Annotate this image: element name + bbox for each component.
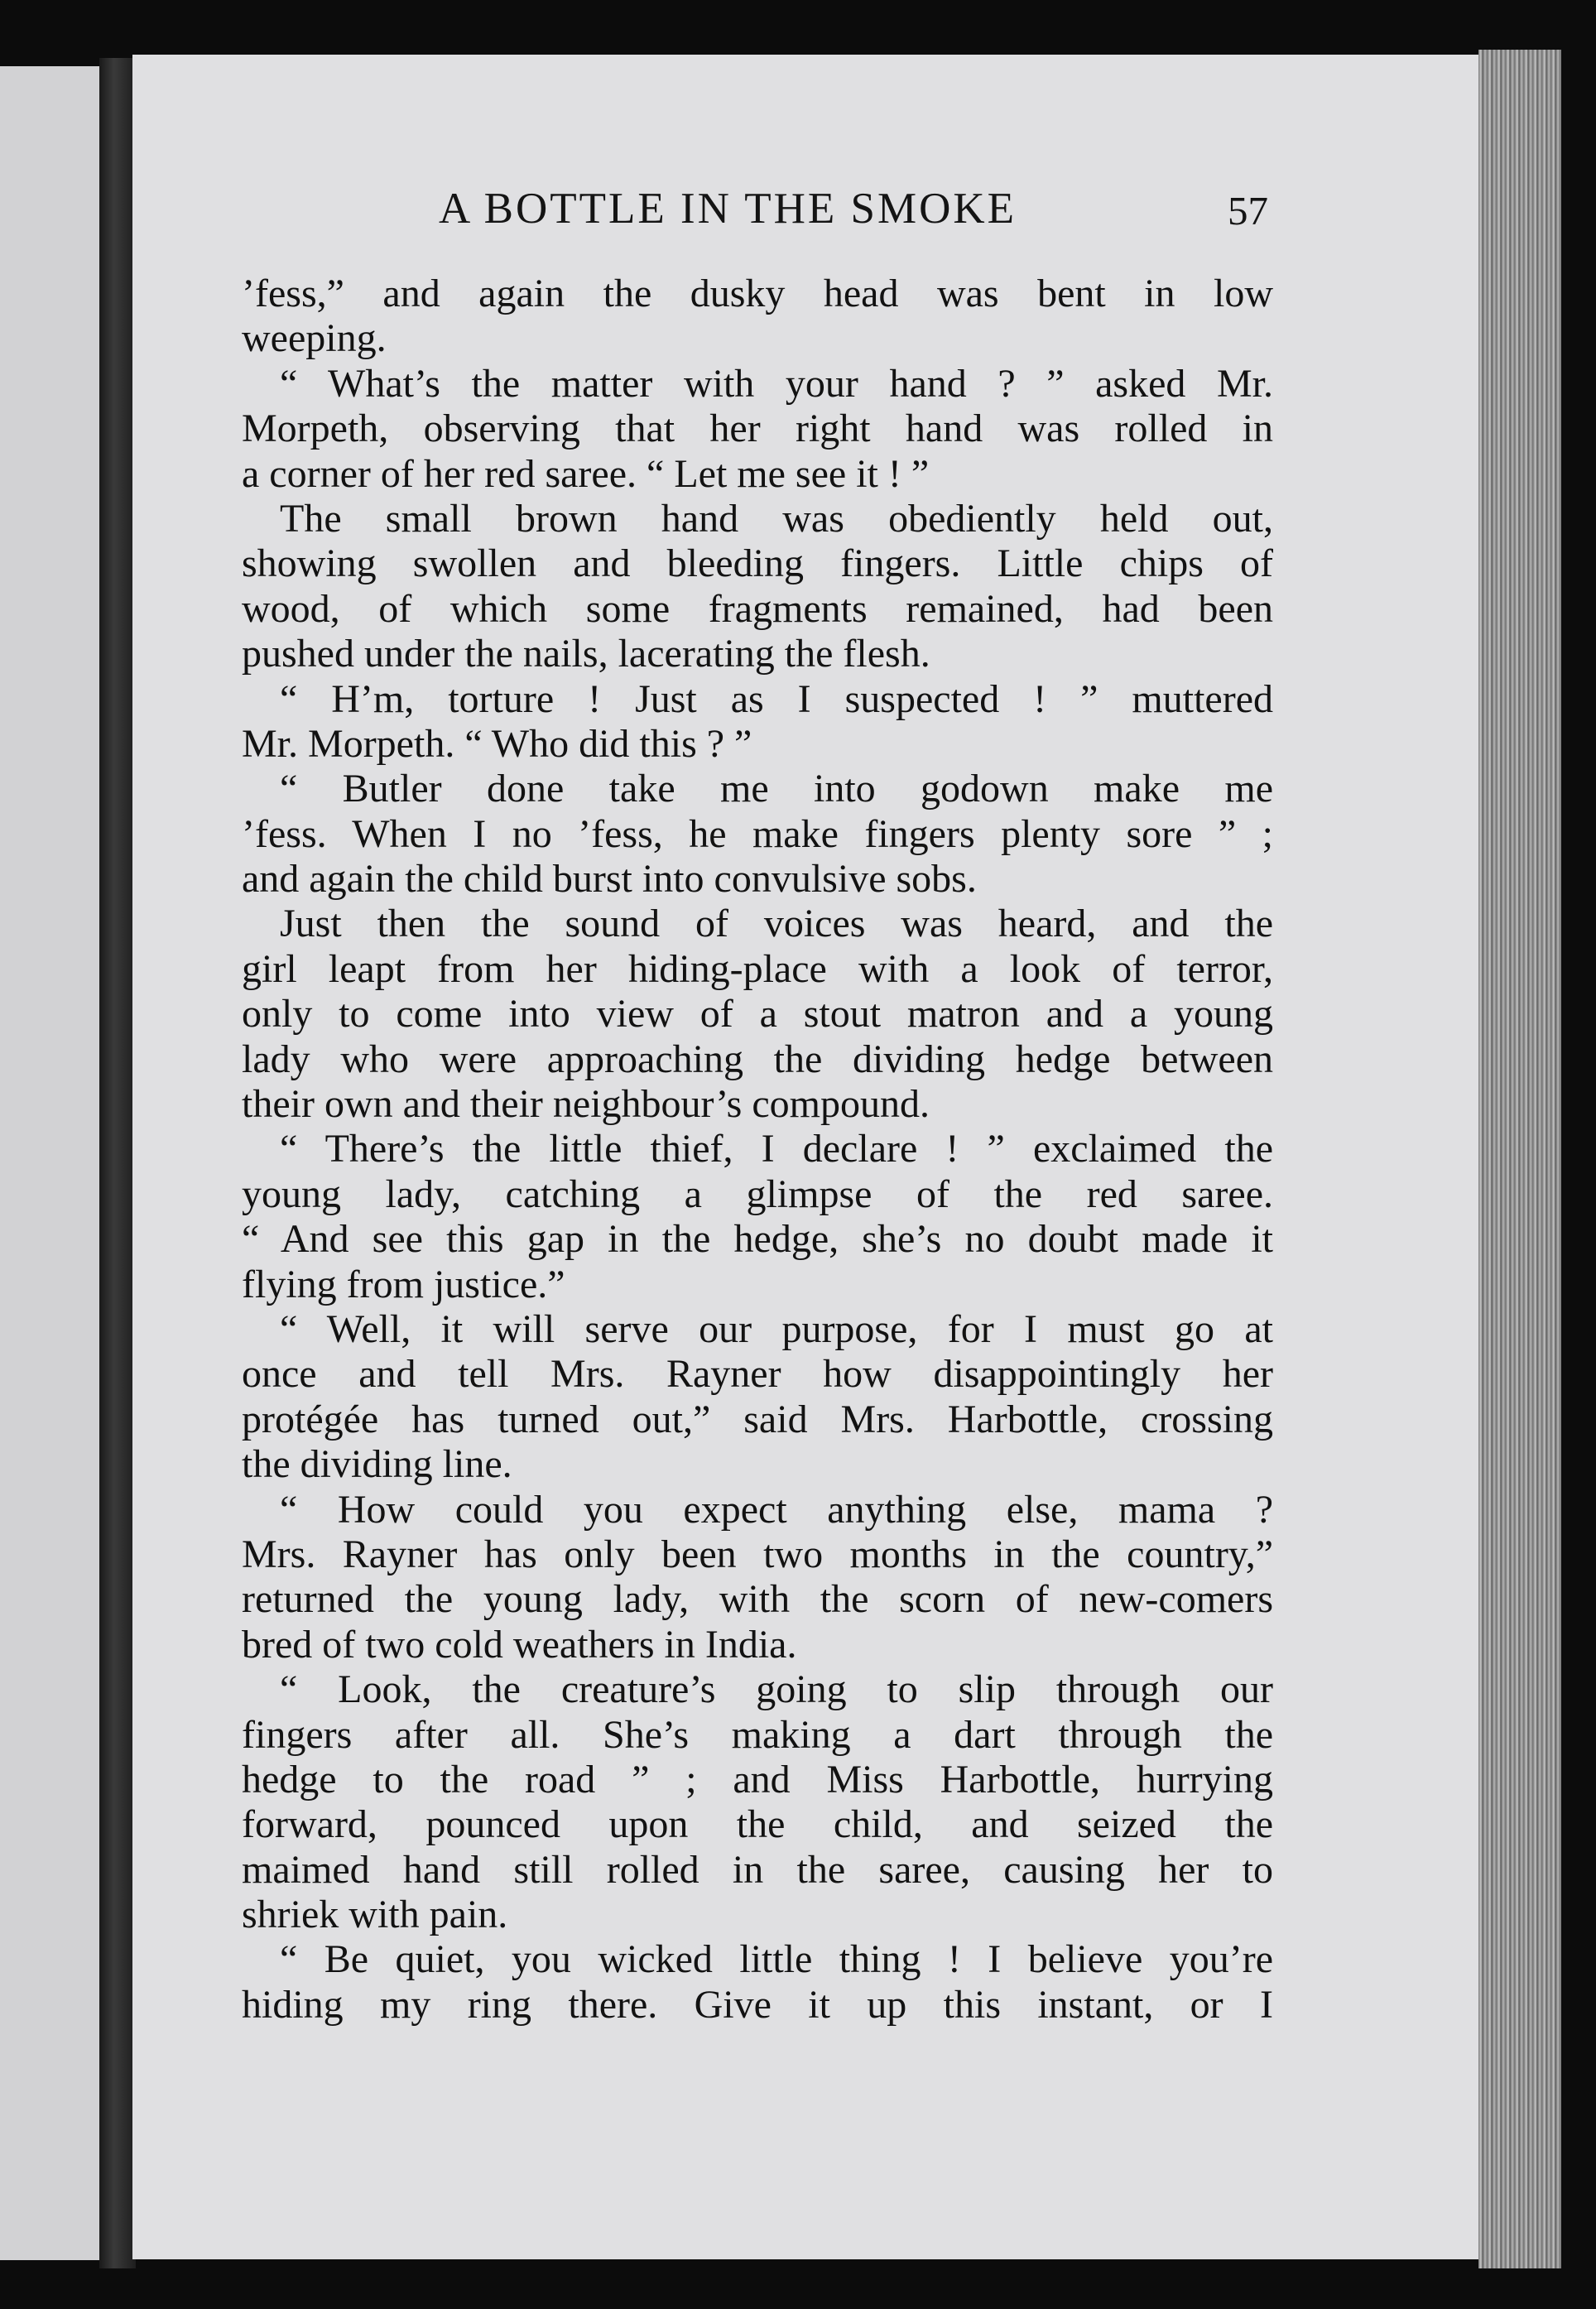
- text-line: only to come into view of a stout matron and a young: [242, 992, 1273, 1037]
- text-line: “ How could you expect anything else, mama ?: [280, 1487, 1273, 1532]
- text-line: Just then the sound of voices was heard, and the: [280, 902, 1273, 946]
- text-line: ’fess. When I no ’fess, he make fingers plenty sore ” ;: [242, 811, 1273, 856]
- text-line: “ There’s the little thief, I declare ! ” exclaimed the: [280, 1127, 1273, 1171]
- text-line: the dividing line.: [242, 1442, 512, 1487]
- text-line: wood, of which some fragments remained, had been: [242, 586, 1273, 631]
- text-line: maimed hand still rolled in the saree, causing her to: [242, 1847, 1273, 1892]
- text-line: Mrs. Rayner has only been two months in the country,”: [242, 1532, 1273, 1576]
- text-line: their own and their neighbour’s compound.: [242, 1082, 930, 1127]
- text-line: weeping.: [242, 316, 387, 361]
- text-line: girl leapt from her hiding-place with a look of terror,: [242, 946, 1273, 991]
- text-line: a corner of her red saree. “ Let me see it ! ”: [242, 451, 930, 496]
- text-line: “ Be quiet, you wicked little thing ! I believe you’re: [280, 1937, 1273, 1982]
- text-line: Mr. Morpeth. “ Who did this ? ”: [242, 721, 752, 766]
- text-line: Morpeth, observing that her right hand was rolled in: [242, 406, 1273, 451]
- text-line: “ What’s the matter with your hand ? ” asked Mr.: [280, 361, 1273, 406]
- page-edges: [1478, 50, 1561, 2268]
- book-gutter: [99, 58, 136, 2268]
- text-line: “ And see this gap in the hedge, she’s no doubt made it: [242, 1217, 1273, 1262]
- text-line: pushed under the nails, lacerating the flesh.: [242, 632, 930, 676]
- text-line: shriek with pain.: [242, 1893, 508, 1937]
- text-line: lady who were approaching the dividing hedge between: [242, 1037, 1273, 1081]
- text-line: fingers after all. She’s making a dart through the: [242, 1712, 1273, 1757]
- text-line: flying from justice.”: [242, 1262, 565, 1306]
- text-line: forward, pounced upon the child, and seized the: [242, 1802, 1273, 1847]
- text-line: hiding my ring there. Give it up this instant, or I: [242, 1982, 1273, 2027]
- text-line: once and tell Mrs. Rayner how disappointingly her: [242, 1352, 1273, 1397]
- page-header: [248, 184, 1268, 242]
- text-line: “ Butler done take me into godown make me: [280, 767, 1273, 811]
- text-line: “ Well, it will serve our purpose, for I must go at: [280, 1306, 1273, 1351]
- text-line: showing swollen and bleeding fingers. Little chips of: [242, 541, 1273, 586]
- text-line: hedge to the road ” ; and Miss Harbottle, hurrying: [242, 1757, 1273, 1802]
- running-head: A BOTTLE IN THE SMOKE: [439, 185, 1017, 233]
- text-line: The small brown hand was obediently held out,: [280, 496, 1273, 541]
- left-page-edge: [0, 66, 106, 2260]
- text-line: young lady, catching a glimpse of the red saree.: [242, 1171, 1273, 1216]
- text-line: “ H’m, torture ! Just as I suspected ! ” muttered: [280, 676, 1273, 721]
- text-line: protégée has turned out,” said Mrs. Harbottle, crossing: [242, 1397, 1273, 1441]
- text-line: and again the child burst into convulsive sobs.: [242, 857, 977, 902]
- text-line: bred of two cold weathers in India.: [242, 1622, 797, 1667]
- page-number: 57: [1228, 188, 1268, 233]
- text-line: “ Look, the creature’s going to slip through our: [280, 1667, 1273, 1712]
- text-line: ’fess,” and again the dusky head was bent in low: [242, 272, 1273, 315]
- text-line: returned the young lady, with the scorn of new-comers: [242, 1577, 1273, 1622]
- body-text: [242, 272, 1273, 2028]
